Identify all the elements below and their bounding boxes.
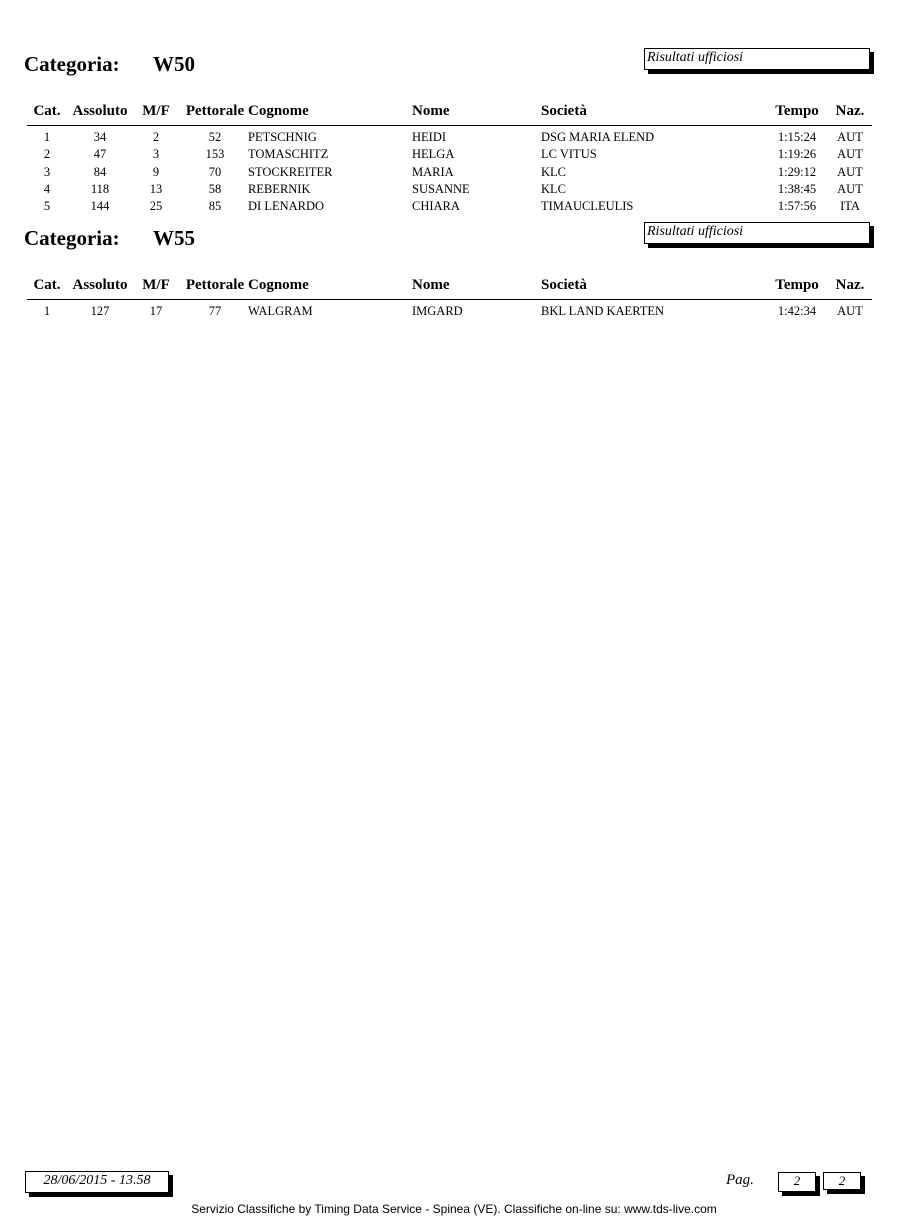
cell-societa: KLC xyxy=(541,164,566,179)
col-header-naz: Naz. xyxy=(835,103,865,119)
col-header-assoluto: Assoluto xyxy=(72,277,128,293)
cell-mf: 3 xyxy=(152,147,160,162)
cell-naz: ITA xyxy=(840,199,860,214)
cell-pettorale: 85 xyxy=(208,199,222,214)
cell-cat: 4 xyxy=(43,181,51,196)
cell-assoluto: 47 xyxy=(93,147,107,162)
cell-pettorale: 52 xyxy=(208,130,222,144)
category-label: Categoria: xyxy=(24,52,120,76)
cell-tempo: 1:29:12 xyxy=(777,164,817,179)
col-header-naz: Naz. xyxy=(835,277,865,293)
col-header-societa: Società xyxy=(541,103,587,119)
cell-mf: 17 xyxy=(149,304,163,318)
table-row xyxy=(27,163,872,180)
col-header-assoluto: Assoluto xyxy=(72,103,128,119)
table-row xyxy=(27,145,872,162)
cell-tempo: 1:57:56 xyxy=(777,199,817,214)
table-row xyxy=(27,180,872,197)
cell-naz: AUT xyxy=(837,147,863,162)
col-header-cat: Cat. xyxy=(33,103,61,119)
cell-mf: 9 xyxy=(152,164,160,179)
cell-tempo: 1:15:24 xyxy=(777,130,817,144)
category-header-w55 xyxy=(24,226,874,256)
cell-pettorale: 70 xyxy=(208,164,222,179)
category-code: W55 xyxy=(153,226,195,250)
table-body xyxy=(27,300,872,319)
cell-cat: 1 xyxy=(43,130,51,144)
col-header-mf: M/F xyxy=(142,277,170,293)
cell-nome: HEIDI xyxy=(412,130,447,144)
cell-societa: DSG MARIA ELEND xyxy=(541,130,655,144)
cell-tempo: 1:19:26 xyxy=(777,147,817,162)
cell-societa: BKL LAND KAERTEN xyxy=(541,304,665,318)
cell-cognome: PETSCHNIG xyxy=(248,130,317,144)
page-label: Pag. xyxy=(726,1172,754,1188)
col-header-societa: Società xyxy=(541,277,587,293)
cell-naz: AUT xyxy=(837,164,863,179)
category-code: W50 xyxy=(153,52,195,76)
cell-nome: HELGA xyxy=(412,147,455,162)
col-header-pettorale: Pettorale xyxy=(185,103,245,119)
cell-nome: MARIA xyxy=(412,164,454,179)
page-current: 2 xyxy=(778,1172,816,1192)
cell-cognome: STOCKREITER xyxy=(248,164,333,179)
status-badge: Risultati ufficiosi xyxy=(644,222,870,244)
cell-mf: 13 xyxy=(149,181,163,196)
page-total: 2 xyxy=(823,1172,861,1190)
cell-pettorale: 58 xyxy=(208,181,222,196)
print-date: 28/06/2015 - 13.58 xyxy=(25,1171,169,1193)
cell-assoluto: 144 xyxy=(90,199,110,214)
table-header xyxy=(27,277,872,300)
status-badge: Risultati ufficiosi xyxy=(644,48,870,70)
cell-cat: 5 xyxy=(43,199,51,214)
col-header-cognome: Cognome xyxy=(248,103,309,119)
category-label: Categoria: xyxy=(24,226,120,250)
table-row xyxy=(27,302,872,319)
category-header-w50 xyxy=(24,52,874,82)
col-header-nome: Nome xyxy=(412,103,450,119)
cell-mf: 2 xyxy=(152,130,160,144)
cell-pettorale: 77 xyxy=(208,304,222,318)
cell-pettorale: 153 xyxy=(205,147,225,162)
cell-assoluto: 84 xyxy=(93,164,107,179)
cell-cat: 3 xyxy=(43,164,51,179)
col-header-tempo: Tempo xyxy=(775,103,819,119)
cell-naz: AUT xyxy=(837,130,863,144)
cell-assoluto: 127 xyxy=(90,304,110,318)
cell-cognome: TOMASCHITZ xyxy=(248,147,329,162)
cell-mf: 25 xyxy=(149,199,163,214)
cell-societa: TIMAUCLEULIS xyxy=(541,199,634,214)
results-table-w55 xyxy=(27,277,872,319)
table-row xyxy=(27,128,872,145)
cell-naz: AUT xyxy=(837,304,863,318)
cell-tempo: 1:42:34 xyxy=(777,304,817,318)
col-header-nome: Nome xyxy=(412,277,450,293)
table-row xyxy=(27,197,872,214)
cell-cognome: REBERNIK xyxy=(248,181,311,196)
footer-credit: Servizio Classifiche by Timing Data Service - Spinea (VE). Classifiche on-line su: www.tds-live.com xyxy=(191,1202,717,1216)
results-table-w50 xyxy=(27,103,872,214)
col-header-cognome: Cognome xyxy=(248,277,309,293)
cell-assoluto: 34 xyxy=(93,130,107,144)
cell-nome: SUSANNE xyxy=(412,181,470,196)
cell-nome: IMGARD xyxy=(412,304,463,318)
col-header-cat: Cat. xyxy=(33,277,61,293)
table-header xyxy=(27,103,872,126)
cell-societa: LC VITUS xyxy=(541,147,597,162)
cell-societa: KLC xyxy=(541,181,566,196)
cell-nome: CHIARA xyxy=(412,199,460,214)
col-header-tempo: Tempo xyxy=(775,277,819,293)
table-body xyxy=(27,126,872,214)
cell-naz: AUT xyxy=(837,181,863,196)
cell-assoluto: 118 xyxy=(90,181,110,196)
cell-cognome: DI LENARDO xyxy=(248,199,325,214)
cell-cat: 1 xyxy=(43,304,51,318)
col-header-pettorale: Pettorale xyxy=(185,277,245,293)
cell-tempo: 1:38:45 xyxy=(777,181,817,196)
cell-cat: 2 xyxy=(43,147,51,162)
col-header-mf: M/F xyxy=(142,103,170,119)
cell-cognome: WALGRAM xyxy=(248,304,313,318)
